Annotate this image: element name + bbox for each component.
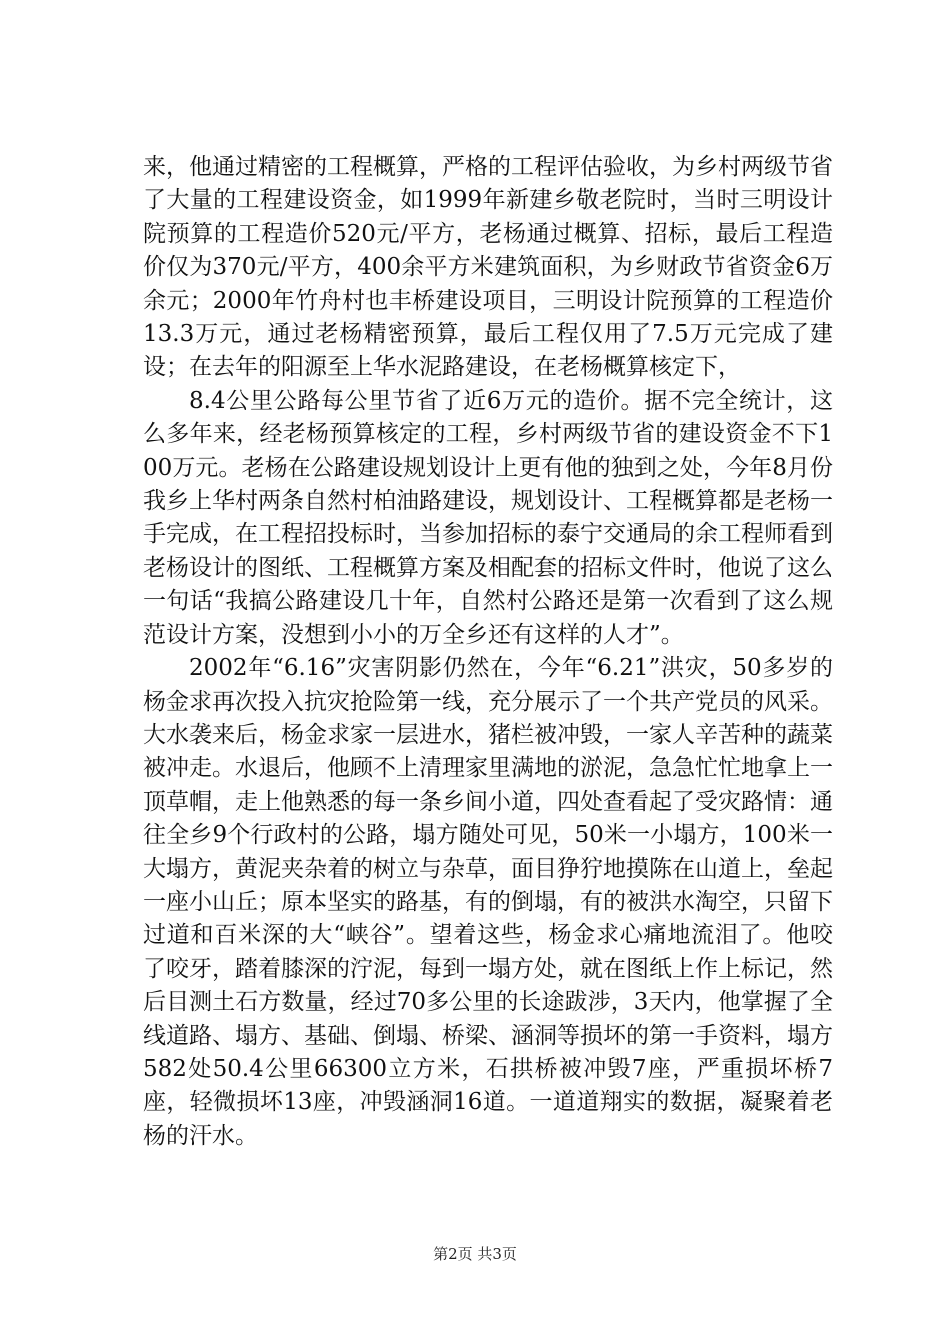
paragraph-3: 2002年“6.16”灾害阴影仍然在，今年“6.21”洪灾，50多岁的杨金求再次投入抗灾抢险第一线，充分展示了一个共产党员的风采。大水袭来后，杨金求家一层进水，猪栏被冲毁，一家人辛苦种的蔬菜被冲走。水退后，他顾不上清理家里满地的淤泥，急急忙忙地拿上一顶草帽，走上他熟悉的每一条乡间小道，四处查看起了受灾路情：通往全乡9个行政村的公路，塌方随处可见，50米一小塌方，100米一大塌方，黄泥夹杂着的树立与杂草，面目狰狞地摸陈在山道上，垒起一座小山丘；原本坚实的路基，有的倒塌，有的被洪水淘空，只留下过道和百米深的大“峡谷”。望着这些，杨金求心痛地流泪了。他咬了咬牙，踏着膝深的泞泥，每到一塌方处，就在图纸上作上标记，然后目测土石方数量，经过70多公里的长途跋涉，3天内，他掌握了全线道路、塌方、基础、倒塌、桥梁、涵洞等损坏的第一手资料，塌方582处50.4公里66300立方米，石拱桥被冲毁7座，严重损坏桥7座，轻微损坏13座，冲毁涵洞16道。一道道翔实的数据，凝聚着老杨的汗水。 xyxy=(143,655,833,1149)
document-body xyxy=(143,151,833,1153)
page-footer: 第2页 共3页 xyxy=(433,1245,517,1263)
paragraph-2: 8.4公里公路每公里节省了近6万元的造价。据不完全统计，这么多年来，经老杨预算核定的工程，乡村两级节省的建设资金不下100万元。老杨在公路建设规划设计上更有他的独到之处，今年8月份我乡上华村两条自然村柏油路建设，规划设计、工程概算都是老杨一手完成，在工程招投标时，当参加招标的泰宁交通局的余工程师看到老杨设计的图纸、工程概算方案及相配套的招标文件时，他说了这么一句话“我搞公路建设几十年，自然村公路还是第一次看到了这么规范设计方案，没想到小小的万全乡还有这样的人才”。 xyxy=(143,387,833,648)
paragraph-1: 来，他通过精密的工程概算，严格的工程评估验收，为乡村两级节省了大量的工程建设资金，如1999年新建乡敬老院时，当时三明设计院预算的工程造价520元/平方，老杨通过概算、招标，最后工程造价仅为370元/平方，400余平方米建筑面积，为乡财政节省资金6万余元；2000年竹舟村也丰桥建设项目，三明设计院预算的工程造价13.3万元，通过老杨精密预算，最后工程仅用了7.5万元完成了建设；在去年的阳源至上华水泥路建设，在老杨概算核定下， xyxy=(143,154,833,381)
